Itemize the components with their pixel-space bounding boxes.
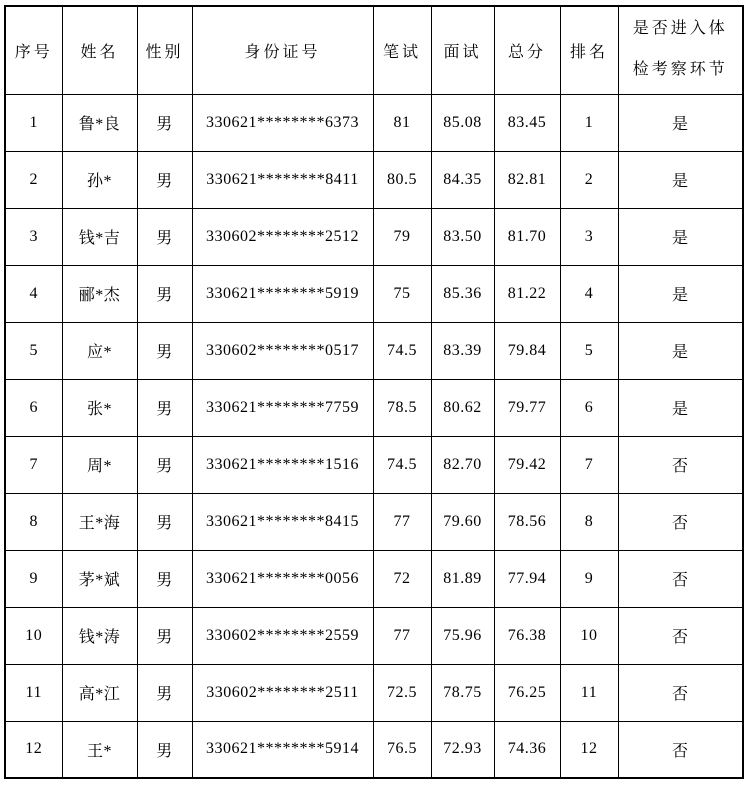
cell-id-number: 330621********5919 <box>192 265 373 322</box>
table-body <box>5 94 743 778</box>
cell-id-number: 330621********8415 <box>192 493 373 550</box>
cell-total: 83.45 <box>494 94 560 151</box>
cell-written: 80.5 <box>373 151 431 208</box>
cell-id-number: 330621********8411 <box>192 151 373 208</box>
cell-gender: 男 <box>137 664 192 721</box>
cell-rank: 8 <box>560 493 618 550</box>
cell-rank: 12 <box>560 721 618 778</box>
cell-enter-check: 否 <box>618 664 743 721</box>
cell-rank: 2 <box>560 151 618 208</box>
cell-total: 76.38 <box>494 607 560 664</box>
cell-id-number: 330602********2559 <box>192 607 373 664</box>
cell-id-number: 330621********5914 <box>192 721 373 778</box>
column-header-name: 姓名 <box>62 6 137 94</box>
cell-index: 4 <box>5 265 62 322</box>
cell-written: 81 <box>373 94 431 151</box>
cell-enter-check: 否 <box>618 493 743 550</box>
cell-index: 7 <box>5 436 62 493</box>
column-header-rank: 排名 <box>560 6 618 94</box>
cell-gender: 男 <box>137 550 192 607</box>
cell-total: 77.94 <box>494 550 560 607</box>
cell-rank: 4 <box>560 265 618 322</box>
cell-gender: 男 <box>137 436 192 493</box>
table-row <box>5 664 743 721</box>
table-row <box>5 151 743 208</box>
cell-written: 75 <box>373 265 431 322</box>
cell-total: 81.70 <box>494 208 560 265</box>
table-row <box>5 607 743 664</box>
cell-index: 3 <box>5 208 62 265</box>
cell-name: 钱*吉 <box>62 208 137 265</box>
cell-total: 76.25 <box>494 664 560 721</box>
cell-name: 钱*涛 <box>62 607 137 664</box>
cell-enter-check: 是 <box>618 379 743 436</box>
cell-name: 王* <box>62 721 137 778</box>
cell-index: 1 <box>5 94 62 151</box>
cell-written: 74.5 <box>373 436 431 493</box>
cell-enter-check: 是 <box>618 151 743 208</box>
cell-id-number: 330621********0056 <box>192 550 373 607</box>
column-header-written: 笔试 <box>373 6 431 94</box>
cell-index: 11 <box>5 664 62 721</box>
cell-rank: 6 <box>560 379 618 436</box>
cell-enter-check: 否 <box>618 436 743 493</box>
cell-id-number: 330602********2512 <box>192 208 373 265</box>
cell-interview: 83.50 <box>431 208 494 265</box>
cell-id-number: 330602********2511 <box>192 664 373 721</box>
cell-name: 张* <box>62 379 137 436</box>
cell-enter-check: 否 <box>618 607 743 664</box>
cell-rank: 3 <box>560 208 618 265</box>
cell-id-number: 330602********0517 <box>192 322 373 379</box>
cell-written: 79 <box>373 208 431 265</box>
cell-enter-check: 是 <box>618 94 743 151</box>
cell-enter-check: 否 <box>618 721 743 778</box>
cell-name: 应* <box>62 322 137 379</box>
cell-index: 12 <box>5 721 62 778</box>
column-header-enter-check-label: 是否进入体检考察环节 <box>632 20 728 79</box>
cell-id-number: 330621********6373 <box>192 94 373 151</box>
table-row <box>5 322 743 379</box>
cell-interview: 78.75 <box>431 664 494 721</box>
cell-gender: 男 <box>137 721 192 778</box>
cell-total: 79.42 <box>494 436 560 493</box>
table-row <box>5 721 743 778</box>
cell-rank: 9 <box>560 550 618 607</box>
header-row <box>5 6 743 94</box>
cell-name: 王*海 <box>62 493 137 550</box>
cell-id-number: 330621********1516 <box>192 436 373 493</box>
cell-name: 周* <box>62 436 137 493</box>
score-table <box>4 5 744 779</box>
cell-index: 10 <box>5 607 62 664</box>
cell-written: 76.5 <box>373 721 431 778</box>
cell-name: 茅*斌 <box>62 550 137 607</box>
cell-total: 82.81 <box>494 151 560 208</box>
cell-gender: 男 <box>137 322 192 379</box>
cell-gender: 男 <box>137 265 192 322</box>
cell-rank: 1 <box>560 94 618 151</box>
cell-enter-check: 是 <box>618 208 743 265</box>
cell-total: 78.56 <box>494 493 560 550</box>
cell-enter-check: 否 <box>618 550 743 607</box>
cell-name: 郦*杰 <box>62 265 137 322</box>
column-header-gender: 性别 <box>137 6 192 94</box>
column-header-interview: 面试 <box>431 6 494 94</box>
cell-written: 74.5 <box>373 322 431 379</box>
cell-interview: 85.36 <box>431 265 494 322</box>
cell-interview: 83.39 <box>431 322 494 379</box>
table-header <box>5 6 743 94</box>
cell-index: 8 <box>5 493 62 550</box>
cell-interview: 85.08 <box>431 94 494 151</box>
column-header-id-number: 身份证号 <box>192 6 373 94</box>
cell-enter-check: 是 <box>618 265 743 322</box>
cell-interview: 82.70 <box>431 436 494 493</box>
cell-interview: 79.60 <box>431 493 494 550</box>
cell-written: 72 <box>373 550 431 607</box>
cell-total: 79.84 <box>494 322 560 379</box>
cell-rank: 5 <box>560 322 618 379</box>
cell-gender: 男 <box>137 493 192 550</box>
cell-name: 高*江 <box>62 664 137 721</box>
cell-index: 9 <box>5 550 62 607</box>
table-row <box>5 265 743 322</box>
cell-name: 鲁*良 <box>62 94 137 151</box>
table-row <box>5 379 743 436</box>
cell-interview: 75.96 <box>431 607 494 664</box>
cell-gender: 男 <box>137 607 192 664</box>
cell-gender: 男 <box>137 208 192 265</box>
table-row <box>5 94 743 151</box>
cell-index: 5 <box>5 322 62 379</box>
cell-written: 72.5 <box>373 664 431 721</box>
cell-interview: 84.35 <box>431 151 494 208</box>
column-header-total: 总分 <box>494 6 560 94</box>
column-header-index: 序号 <box>5 6 62 94</box>
cell-rank: 11 <box>560 664 618 721</box>
cell-total: 79.77 <box>494 379 560 436</box>
cell-index: 6 <box>5 379 62 436</box>
cell-name: 孙* <box>62 151 137 208</box>
cell-written: 77 <box>373 493 431 550</box>
table-row <box>5 550 743 607</box>
column-header-enter-check <box>618 6 743 94</box>
cell-interview: 80.62 <box>431 379 494 436</box>
cell-gender: 男 <box>137 151 192 208</box>
cell-interview: 72.93 <box>431 721 494 778</box>
cell-written: 77 <box>373 607 431 664</box>
cell-rank: 7 <box>560 436 618 493</box>
table-row <box>5 436 743 493</box>
cell-index: 2 <box>5 151 62 208</box>
cell-interview: 81.89 <box>431 550 494 607</box>
table-row <box>5 493 743 550</box>
cell-enter-check: 是 <box>618 322 743 379</box>
cell-gender: 男 <box>137 94 192 151</box>
cell-total: 74.36 <box>494 721 560 778</box>
table-row <box>5 208 743 265</box>
cell-rank: 10 <box>560 607 618 664</box>
cell-written: 78.5 <box>373 379 431 436</box>
cell-total: 81.22 <box>494 265 560 322</box>
cell-gender: 男 <box>137 379 192 436</box>
cell-id-number: 330621********7759 <box>192 379 373 436</box>
